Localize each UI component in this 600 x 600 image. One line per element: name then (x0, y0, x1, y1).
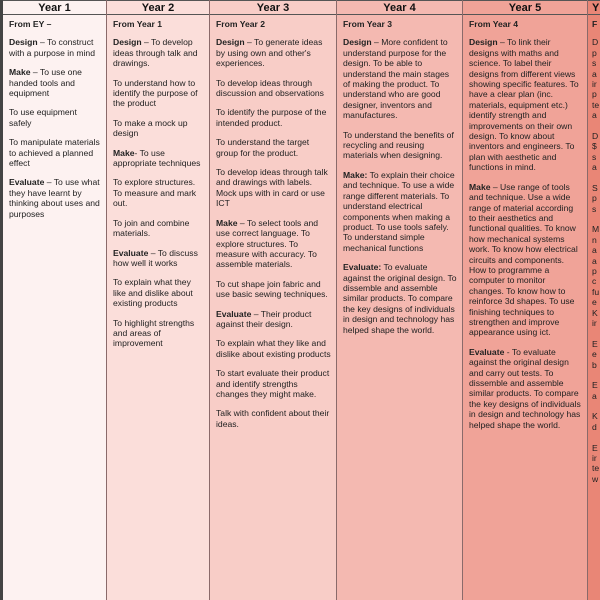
objective-text: – To generate ideas by using own and other's experiences. (216, 37, 323, 69)
clipped-text-fragment: c (592, 276, 597, 287)
objective-paragraph (216, 218, 331, 270)
column-year-6-partial (588, 0, 600, 600)
clipped-text-fragment: M (592, 224, 600, 235)
clipped-text-fragment (592, 370, 600, 380)
column-year-1 (3, 0, 107, 600)
objective-paragraph (469, 37, 582, 172)
objective-paragraph (343, 37, 457, 120)
clipped-text-fragment: a (592, 162, 597, 173)
objective-paragraph (469, 182, 582, 338)
objective-paragraph (9, 37, 101, 58)
column-header: Year 1 (3, 0, 106, 15)
objective-text: – Use range of tools and technique. Use a wide range of material according to their aesthetics and functional qualities. To know how mechanical systems work. To know how electrical circuits and components. How to programme a computer to monitor changes. To know how to reinforce 3d shapes. To use finishing techniques to strengthen and improve appearance using ict. (469, 181, 578, 338)
clipped-text-fragment: ir (592, 78, 597, 89)
objective-paragraph (469, 347, 582, 430)
clipped-text-fragment: a (592, 390, 597, 401)
clipped-text-fragment: E (592, 442, 598, 453)
clipped-text-fragment: n (592, 234, 597, 245)
objective-paragraph (113, 148, 204, 169)
objective-paragraph (9, 107, 101, 128)
objective-text: – More confident to understand purpose for the design. To be able to understand the main stages of making the product. To understand who are good designer, inventors and manufactures. (343, 37, 450, 121)
column-year-2 (107, 0, 210, 600)
from-previous-year: F (592, 19, 598, 29)
objective-paragraph (216, 368, 331, 399)
column-year-5 (463, 0, 588, 600)
clipped-text-fragment: D (592, 130, 599, 141)
objective-paragraph (113, 248, 204, 269)
from-previous-year: From EY – (9, 19, 52, 29)
objective-text: – To develop ideas through talk and drawings. (113, 37, 198, 69)
objective-text: - To evaluate against the original design and carry out tests. To dissemble and assemble similar products. To compare the key designs of individuals in design and technology has helped shape the world. (469, 346, 581, 430)
objective-text: - To use appropriate techniques (113, 147, 201, 169)
objective-text: To start evaluate their product and identify strengths changes they might make. (216, 368, 330, 399)
objective-paragraph (216, 37, 331, 68)
objective-label: Design (343, 37, 372, 48)
column-body (463, 15, 587, 430)
clipped-text-fragment: a (592, 110, 597, 121)
objective-text: To cut shape join fabric and use basic sewing techniques. (216, 278, 328, 300)
clipped-text-fragment (592, 121, 600, 131)
clipped-text-fragment: E (592, 338, 598, 349)
objective-text: – To link their designs with maths and science. To label their designs from different views showing specific features. To have a clear plan (inc. materials, equipment etc.) identify strength and improvements on their own design. To know about inventors and engineers. To plan with aesthetic and functions in mind. (469, 37, 579, 173)
clipped-text-fragment: p (592, 89, 597, 100)
clipped-text-fragment: s (592, 58, 597, 69)
from-previous-year: From Year 2 (216, 19, 266, 29)
clipped-text-fragment: p (592, 47, 597, 58)
column-header: Y (588, 0, 600, 15)
clipped-text-fragment (592, 432, 600, 442)
objective-text: – To use what they have learnt by thinking about uses and purposes (9, 177, 100, 219)
column-header: Year 5 (463, 0, 587, 15)
objective-text: Talk with confident about their ideas. (216, 408, 330, 429)
objective-text: – Their product against their design. (216, 308, 312, 329)
objective-label: Evaluate (9, 177, 45, 188)
column-year-4 (337, 0, 463, 600)
objective-text: To explain what they like and dislike about existing products (113, 277, 193, 309)
objective-text: To identify the purpose of the intended product. (216, 107, 327, 128)
objective-paragraph (9, 137, 101, 168)
objective-label: Make (216, 217, 238, 228)
objective-paragraph (113, 78, 204, 109)
objective-paragraph (216, 107, 331, 128)
objective-label: Evaluate: (343, 262, 382, 273)
clipped-text-fragment: te (592, 99, 600, 110)
objective-paragraph (216, 309, 331, 330)
objective-label: Make (9, 67, 31, 78)
clipped-text-fragment: b (592, 359, 597, 370)
objective-text: To make a mock up design (113, 117, 188, 139)
clipped-text-fragment: $ (592, 141, 597, 152)
clipped-text-fragment: a (592, 245, 597, 256)
column-header: Year 3 (210, 0, 336, 15)
clipped-text-fragment: te (592, 463, 600, 474)
objective-text: To understand how to identify the purpose of the product (113, 77, 198, 109)
objective-paragraph (113, 118, 204, 139)
objective-text: – To discuss how well it works (113, 247, 198, 268)
clipped-text-fragment (592, 328, 600, 338)
objective-text: To manipulate materials to achieved a planned effect (9, 137, 100, 169)
objective-paragraph (9, 177, 101, 219)
column-body (3, 15, 106, 219)
objective-text: – To use one handed tools and equipment (9, 67, 82, 99)
objective-label: Design (113, 37, 142, 48)
clipped-text-fragment: s (592, 203, 597, 214)
objective-paragraph (113, 218, 204, 239)
column-body (210, 15, 336, 429)
from-previous-year: From Year 1 (113, 19, 163, 29)
from-previous-year: From Year 3 (343, 19, 393, 29)
objective-paragraph (216, 408, 331, 429)
objective-label: Evaluate (216, 308, 252, 319)
objective-paragraph (216, 167, 331, 209)
objective-text: To explore structures. To measure and mark out. (113, 177, 197, 209)
clipped-text-fragment: e (592, 349, 597, 360)
from-previous-year: From Year 4 (469, 19, 519, 29)
objective-text: To join and combine materials. (113, 217, 190, 239)
clipped-text-fragment: p (592, 266, 597, 276)
objective-label: Evaluate (469, 346, 505, 357)
clipped-text-fragment: p (592, 193, 597, 204)
objective-label: Design (216, 37, 245, 48)
objective-text: To use equipment safely (9, 107, 77, 128)
clipped-text-fragment: a (592, 68, 597, 79)
objective-text: To evaluate against the original design. To dissemble and assemble similar products. To compare the key designs of individuals in design and technology has helped shape the world. (343, 262, 457, 335)
objective-paragraph (113, 318, 204, 349)
objective-paragraph (113, 37, 204, 68)
objective-paragraph (113, 277, 204, 308)
objective-text: To explain their choice and technique. To use a wide range different materials. To understand electrical components when making a product. To use tools safely. To understand simple mechanical functions (343, 169, 455, 253)
objective-label: Make (113, 147, 135, 158)
objective-paragraph (113, 177, 204, 208)
column-header: Year 2 (107, 0, 209, 15)
clipped-text-fragment (592, 401, 600, 411)
objective-paragraph (343, 170, 457, 253)
column-year-3 (210, 0, 337, 600)
clipped-text-fragment (592, 214, 600, 224)
clipped-text-fragment: E (592, 380, 598, 391)
clipped-text-fragment: w (592, 473, 599, 484)
objective-paragraph (216, 137, 331, 158)
objective-text: To understand the benefits of recycling and reusing materials when designing. (343, 129, 454, 161)
objective-text: To understand the target group for the product. (216, 137, 310, 158)
objective-label: Evaluate (113, 247, 149, 258)
objective-paragraph (9, 67, 101, 98)
objective-paragraph (343, 130, 457, 161)
clipped-text-fragment: ir (592, 453, 597, 464)
clipped-text-fragment: S (592, 182, 598, 193)
objective-paragraph (216, 279, 331, 300)
objective-text: To develop ideas through talk and drawings with labels. Mock ups with in card or use ICT (216, 167, 328, 209)
clipped-text-fragment: D (592, 37, 599, 48)
objective-text: – To select tools and use correct language. To explore structures. To measure with accuracy. To assemble materials. (216, 217, 319, 270)
clipped-text-fragment (592, 172, 600, 182)
objective-paragraph (343, 262, 457, 335)
objective-paragraph (216, 338, 331, 359)
objective-text: – To construct with a purpose in mind (9, 37, 95, 58)
clipped-text-fragment: K (592, 411, 598, 422)
clipped-text-fragment: K (592, 307, 598, 318)
clipped-text-fragment: s (592, 151, 597, 162)
objective-text: To explain what they like and dislike about existing products (216, 338, 331, 359)
clipped-text-fragment: fu (592, 286, 600, 297)
objective-label: Make: (343, 169, 368, 180)
column-body (337, 15, 462, 335)
objective-label: Design (469, 37, 498, 48)
clipped-text-fragment: ir (592, 317, 597, 328)
objective-label: Design (9, 37, 38, 48)
column-header: Year 4 (337, 0, 462, 15)
clipped-text-fragment: d (592, 421, 597, 432)
objective-text: To develop ideas through discussion and observations (216, 77, 324, 99)
objective-paragraph (216, 78, 331, 99)
clipped-text-fragment: a (592, 255, 597, 266)
objective-label: Make (469, 181, 491, 192)
clipped-text-fragment: e (592, 297, 597, 308)
objective-text: To highlight strengths and areas of improvement (113, 317, 195, 349)
column-body (107, 15, 209, 349)
